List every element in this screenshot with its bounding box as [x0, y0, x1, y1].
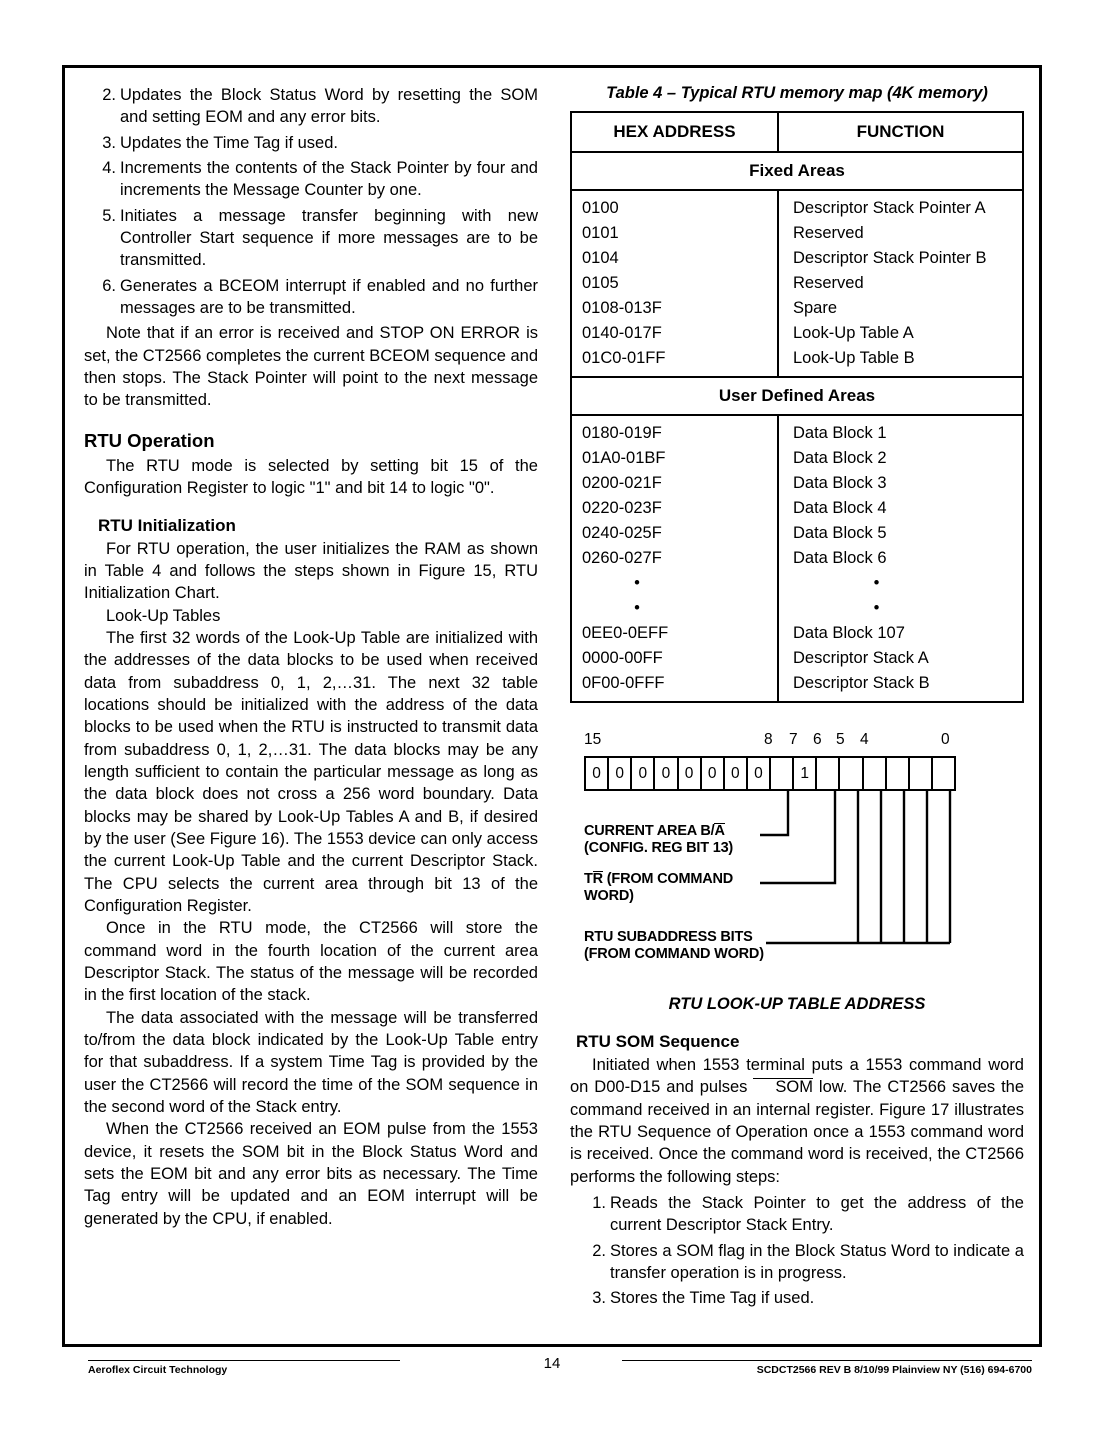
cell-hex-address: 0105 — [571, 271, 778, 296]
bit-cell-6: 1 — [794, 758, 817, 789]
list-item-text: Updates the Time Tag if used. — [120, 133, 338, 152]
table-row — [571, 415, 1023, 446]
cell-function: Descriptor Stack Pointer B — [793, 249, 987, 267]
section-title: User Defined Areas — [571, 377, 1023, 415]
cell-function: Data Block 1 — [793, 424, 887, 442]
table-caption: Table 4 – Typical RTU memory map (4K memory) — [606, 84, 988, 102]
cell-function: Descriptor Stack Pointer A — [793, 199, 986, 217]
table-row — [571, 321, 1023, 346]
table-row — [571, 190, 1023, 221]
cell-function: Look-Up Table B — [793, 349, 915, 367]
list-item — [84, 84, 538, 129]
bc-eom-steps-list — [84, 84, 538, 319]
table-row — [571, 446, 1023, 471]
table-header-row — [571, 112, 1023, 152]
rtu-som-steps-list — [570, 1192, 1024, 1310]
cell-function: Reserved — [793, 274, 864, 292]
bit-cell-8: 0 — [748, 758, 771, 789]
cell-hex-address: 0101 — [571, 221, 778, 246]
cell-hex-address: 0100 — [571, 190, 778, 221]
table-row — [571, 546, 1023, 571]
bit-cell-14: 0 — [609, 758, 632, 789]
list-item-text: Generates a BCEOM interrupt if enabled and no further messages are to be transmitted. — [120, 276, 538, 318]
paragraph-first-32-words: The first 32 words of the Look-Up Table are initialized with the addresses of the data blocks to be used when received data from subaddress 0, 1, 2,…31. The next 32 table locations should be initialized with the address of the data blocks to be used when the RTU is instructed to transmit data from subaddress 0, 1, 2,…31. The data blocks may be any length sufficient to contain the particular message as long as the data block does not cross a 256 word boundary. Data blocks may be shared by Look-Up Tables A and B, if desired by the user (See Figure 16). The 1553 device can only access the current Look-Up Table and the current Descriptor Stack. The CPU selects the current area through bit 13 of the Configuration Register. — [84, 628, 538, 915]
table-row — [571, 221, 1023, 246]
cell-function: Spare — [793, 299, 838, 317]
cell-hex-address: 0200-021F — [571, 471, 778, 496]
list-item-text: Updates the Block Status Word by resetting the SOM and setting EOM and any error bits. — [120, 86, 538, 127]
paragraph-initiated-when-1553: Initiated when 1553 terminal puts a 1553 command word on D00-D15 and pulses SOM low. The CT2566 saves the command received in an internal register. Figure 17 illustrates the RTU Sequence of Operation once a 1553 command word is received. Once the command word is received, the CT2566 performs the following steps: — [570, 1056, 1025, 1186]
bit-cell-11: 0 — [679, 758, 702, 789]
cell-function: Data Block 6 — [793, 549, 887, 567]
column-header-function: FUNCTION — [778, 112, 1023, 152]
bit-cell-15: 0 — [586, 758, 609, 789]
bit-cell-10: 0 — [702, 758, 725, 789]
cell-hex-address: 01A0-01BF — [571, 446, 778, 471]
bit-cell-12: 0 — [655, 758, 678, 789]
table-row — [571, 671, 1023, 702]
cell-hex-address: 0260-027F — [571, 546, 778, 571]
footer-document-id: SCDCT2566 REV B 8/10/99 Plainview NY (516) 694-6700 — [622, 1360, 1032, 1376]
right-column — [570, 84, 1024, 1324]
column-header-hex-address: HEX ADDRESS — [571, 112, 778, 152]
table-row — [571, 346, 1023, 377]
table-row — [571, 496, 1023, 521]
cell-function: • — [873, 574, 880, 592]
paragraph-data-associated: The data associated with the message will be transferred to/from the data block indicated by the Look-Up Table entry for that subaddress. If a system Time Tag is provided by the user the CT2566 will record the time of the SOM sequence in the second word of the Stack entry. — [84, 1008, 538, 1117]
table-row — [571, 521, 1023, 546]
list-item-number: 1. — [592, 1194, 606, 1213]
list-item-number: 3. — [102, 133, 116, 152]
cell-function: • — [873, 599, 880, 617]
figure-label-line2: (CONFIG. REG BIT 13) — [584, 840, 734, 857]
figure-label-tr-from-command-word — [584, 871, 733, 906]
list-item-text: Increments the contents of the Stack Pointer by four and increments the Message Counter by one. — [120, 159, 538, 200]
list-item — [570, 1192, 1024, 1237]
figure-label-line2: (FROM COMMAND WORD) — [584, 946, 764, 963]
cell-hex-address: • — [571, 571, 778, 596]
list-item — [84, 205, 538, 272]
figure-label-line1: RTU SUBADDRESS BITS — [584, 929, 753, 945]
line-look-up-tables: Look-Up Tables — [106, 606, 221, 625]
cell-hex-address: • — [571, 596, 778, 621]
list-item-number: 5. — [102, 206, 116, 225]
bit-label-4: 4 — [860, 731, 869, 748]
paragraph-rtu-mode: The RTU mode is selected by setting bit 15 of the Configuration Register to logic "1" and bit 14 to logic "0". — [84, 456, 538, 498]
note-paragraph: Note that if an error is received and STOP ON ERROR is set, the CT2566 completes the current BCEOM sequence and then stops. The Stack Pointer will point to the next message to be transmitted. — [84, 324, 538, 410]
list-item-text: Reads the Stack Pointer to get the address of the current Descriptor Stack Entry. — [610, 1194, 1024, 1235]
cell-hex-address: 0108-013F — [571, 296, 778, 321]
cell-hex-address: 0EE0-0EFF — [571, 621, 778, 646]
cell-hex-address: 0104 — [571, 246, 778, 271]
paragraph-once-in-rtu-mode: Once in the RTU mode, the CT2566 will store the command word in the fourth location of the current area Descriptor Stack. The status of the message will be recorded in the first location of the stack. — [84, 919, 538, 1005]
cell-function: Descriptor Stack B — [793, 674, 930, 692]
figure-label-line2: WORD) — [584, 888, 634, 905]
cell-hex-address: 01C0-01FF — [571, 346, 778, 377]
table-row — [571, 271, 1023, 296]
list-item-number: 2. — [102, 86, 116, 104]
bit-cell-13: 0 — [632, 758, 655, 789]
table-row-ellipsis — [571, 571, 1023, 596]
bit-cell-9: 0 — [725, 758, 748, 789]
table-row-ellipsis — [571, 596, 1023, 621]
cell-function: Data Block 3 — [793, 474, 887, 492]
list-item-text: Initiates a message transfer beginning with new Controller Start sequence if more messages are to be transmitted. — [120, 206, 538, 270]
list-item-number: 4. — [102, 159, 116, 178]
list-item-text: Stores a SOM flag in the Block Status Word to indicate a transfer operation is in progress. — [610, 1241, 1024, 1283]
table-section-header-user-defined-areas — [571, 377, 1023, 415]
figure-label-line1: CURRENT AREA B/A — [584, 823, 725, 839]
table-row — [571, 621, 1023, 646]
paragraph-for-rtu-operation: For RTU operation, the user initializes the RAM as shown in Table 4 and follows the steps shown in Figure 15, RTU Initialization Chart. — [84, 539, 538, 603]
figure-label-line1: TR (FROM COMMAND — [584, 871, 734, 887]
bit-label-5: 5 — [836, 731, 845, 748]
figure-label-current-area — [584, 823, 733, 858]
list-item — [84, 157, 538, 202]
rtu-memory-map-table — [570, 111, 1024, 703]
overline-a: A — [714, 823, 725, 839]
cell-function: Data Block 2 — [793, 449, 887, 467]
paragraph-when-ct2566-eom: When the CT2566 received an EOM pulse from the 1553 device, it resets the SOM bit in the Block Status Word and sets the EOM bit and any error bits as necessary. The Time Tag entry will be updated and an EOM interrupt will be generated by the CPU, if enabled. — [84, 1120, 538, 1228]
list-item-number: 6. — [102, 276, 116, 295]
cell-hex-address: 0000-00FF — [571, 646, 778, 671]
cell-hex-address: 0F00-0FFF — [571, 671, 778, 702]
list-item — [570, 1240, 1024, 1285]
page-content — [84, 84, 1024, 1324]
list-item-number: 2. — [592, 1241, 606, 1260]
subheading-rtu-som-sequence: RTU SOM Sequence — [576, 1032, 740, 1051]
table-section-header-fixed-areas — [571, 152, 1023, 190]
cell-function: Look-Up Table A — [793, 324, 914, 342]
list-item-text: Stores the Time Tag if used. — [610, 1289, 815, 1308]
cell-function: Data Block 4 — [793, 499, 887, 517]
cell-hex-address: 0140-017F — [571, 321, 778, 346]
bit-label-0: 0 — [941, 731, 950, 748]
bit-label-7: 7 — [789, 731, 798, 748]
list-item — [84, 132, 538, 154]
rtu-lookup-table-address-figure — [570, 731, 1024, 981]
cell-function: Descriptor Stack A — [793, 649, 929, 667]
footer-page-number: 14 — [543, 1355, 561, 1372]
table-row — [571, 296, 1023, 321]
subheading-rtu-initialization: RTU Initialization — [98, 515, 236, 535]
list-item — [84, 275, 538, 320]
cell-hex-address: 0180-019F — [571, 415, 778, 446]
table-row — [571, 646, 1023, 671]
bit-label-15: 15 — [584, 731, 602, 748]
footer-company: Aeroflex Circuit Technology — [88, 1360, 400, 1376]
heading-rtu-operation: RTU Operation — [84, 429, 215, 451]
figure-label-rtu-subaddress-bits — [584, 929, 764, 964]
table-row — [571, 246, 1023, 271]
overline-r: R — [592, 871, 603, 887]
bit-label-8: 8 — [764, 731, 773, 748]
figure-title: RTU LOOK-UP TABLE ADDRESS — [668, 995, 926, 1013]
left-column — [84, 84, 538, 1324]
list-item-number: 3. — [592, 1289, 606, 1308]
cell-hex-address: 0220-023F — [571, 496, 778, 521]
cell-function: Data Block 5 — [793, 524, 887, 542]
cell-function: Reserved — [793, 224, 864, 242]
page-footer — [62, 1355, 1042, 1389]
cell-hex-address: 0240-025F — [571, 521, 778, 546]
overline-som: SOM — [753, 1078, 813, 1096]
bit-label-6: 6 — [813, 731, 822, 748]
section-title: Fixed Areas — [571, 152, 1023, 190]
table-row — [571, 471, 1023, 496]
cell-function: Data Block 107 — [793, 624, 905, 642]
list-item — [570, 1287, 1024, 1309]
